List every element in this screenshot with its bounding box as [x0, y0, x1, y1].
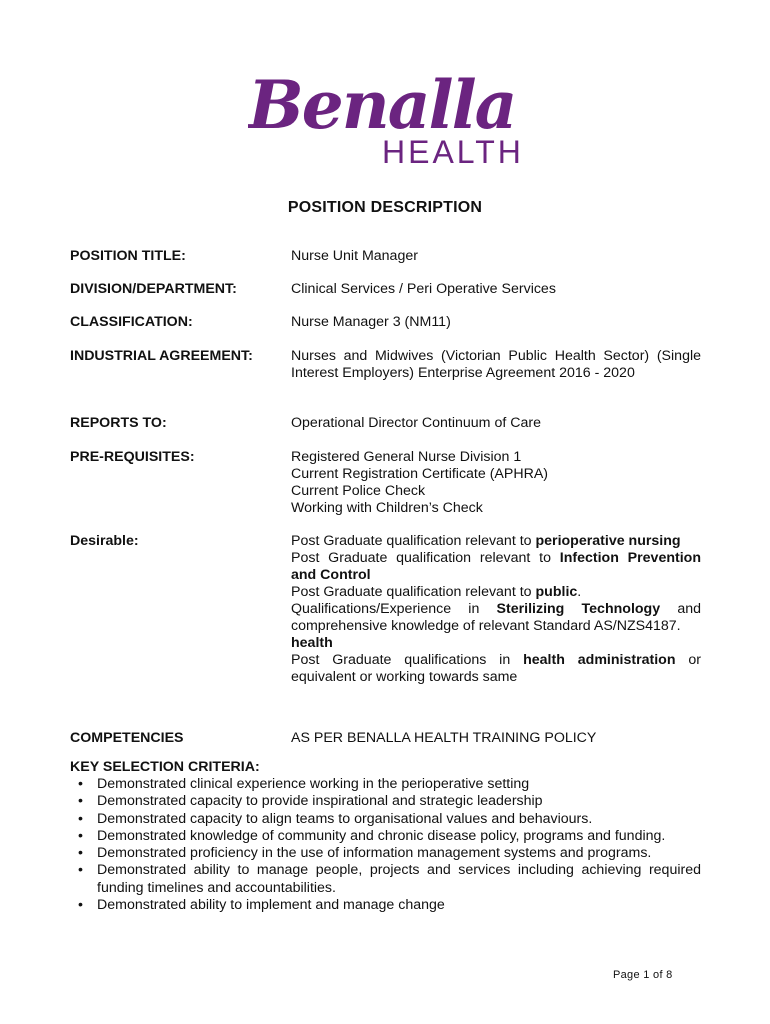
ksc-item: • Demonstrated capacity to provide inspirational and strategic leadership [78, 793, 543, 810]
agreement-value: Nurses and Midwives (Victorian Public Health Sector) (Single Interest Employers) Enterprise Agreement 2016 - 2020 [291, 348, 701, 381]
desirable-item: Post Graduate qualification relevant to perioperative nursing [291, 533, 681, 549]
ksc-item: • Demonstrated capacity to align teams to organisational values and behaviours. [78, 810, 593, 827]
desirable-item: Post Graduate qualifications in health administration or equivalent or working towards same [291, 652, 702, 685]
document-title: POSITION DESCRIPTION [287, 199, 483, 216]
bullet-icon: • [78, 827, 83, 844]
bullet-icon: • [78, 897, 83, 914]
prerequisite-item: Working with Children’s Check [291, 500, 483, 516]
classification-label: CLASSIFICATION: [70, 314, 193, 330]
ksc-heading: KEY SELECTION CRITERIA: [70, 759, 260, 775]
ksc-list [70, 776, 701, 914]
ksc-item: • Demonstrated ability to manage people, projects and services including achieving required funding timelines and accountabilities. [78, 862, 701, 896]
desirable-label: Desirable: [70, 533, 139, 549]
bullet-icon: • [78, 776, 83, 792]
prerequisites-label: PRE-REQUISITES: [70, 449, 195, 465]
bullet-icon: • [78, 862, 83, 879]
competencies-label: COMPETENCIES [70, 730, 184, 746]
ksc-item: • Demonstrated proficiency in the use of information management systems and programs. [78, 845, 652, 862]
benalla-health-logo [248, 62, 528, 172]
position-title-label: POSITION TITLE: [70, 248, 186, 264]
prerequisite-item: Current Police Check [291, 483, 426, 499]
page-number: Page 1 of 8 [613, 969, 673, 981]
logo-graphic [248, 62, 528, 172]
desirable-item: Qualifications/Experience in Sterilizing Technology and comprehensive knowledge of relevant Standard AS/NZS4187. [291, 601, 701, 634]
logo-sub-text: HEALTH [382, 134, 524, 170]
bullet-icon: • [78, 845, 83, 862]
desirable-item: Post Graduate qualification relevant to public. [291, 584, 582, 600]
bullet-icon: • [78, 793, 83, 810]
reports-to-label: REPORTS TO: [70, 415, 167, 431]
position-title-value: Nurse Unit Manager [291, 248, 418, 264]
prerequisites-list [291, 449, 701, 517]
competencies-value: AS PER BENALLA HEALTH TRAINING POLICY [291, 730, 597, 746]
ksc-item: • Demonstrated knowledge of community and chronic disease policy, programs and funding. [78, 827, 666, 844]
classification-value: Nurse Manager 3 (NM11) [291, 314, 451, 330]
bullet-icon: • [78, 810, 83, 827]
desirable-list [291, 533, 701, 686]
ksc-item: • Demonstrated ability to implement and manage change [78, 897, 445, 914]
desirable-item: health [291, 635, 333, 651]
division-value: Clinical Services / Peri Operative Services [291, 281, 556, 297]
ksc-item: • Demonstrated clinical experience working in the perioperative setting [78, 776, 530, 792]
logo-brand-text: Benalla [248, 66, 516, 144]
division-label: DIVISION/DEPARTMENT: [70, 281, 237, 297]
desirable-item: Post Graduate qualification relevant to Infection Prevention and Control [291, 550, 701, 583]
prerequisite-item: Registered General Nurse Division 1 [291, 449, 522, 465]
agreement-label: INDUSTRIAL AGREEMENT: [70, 348, 253, 364]
reports-to-value: Operational Director Continuum of Care [291, 415, 541, 431]
prerequisite-item: Current Registration Certificate (APHRA) [291, 466, 549, 482]
